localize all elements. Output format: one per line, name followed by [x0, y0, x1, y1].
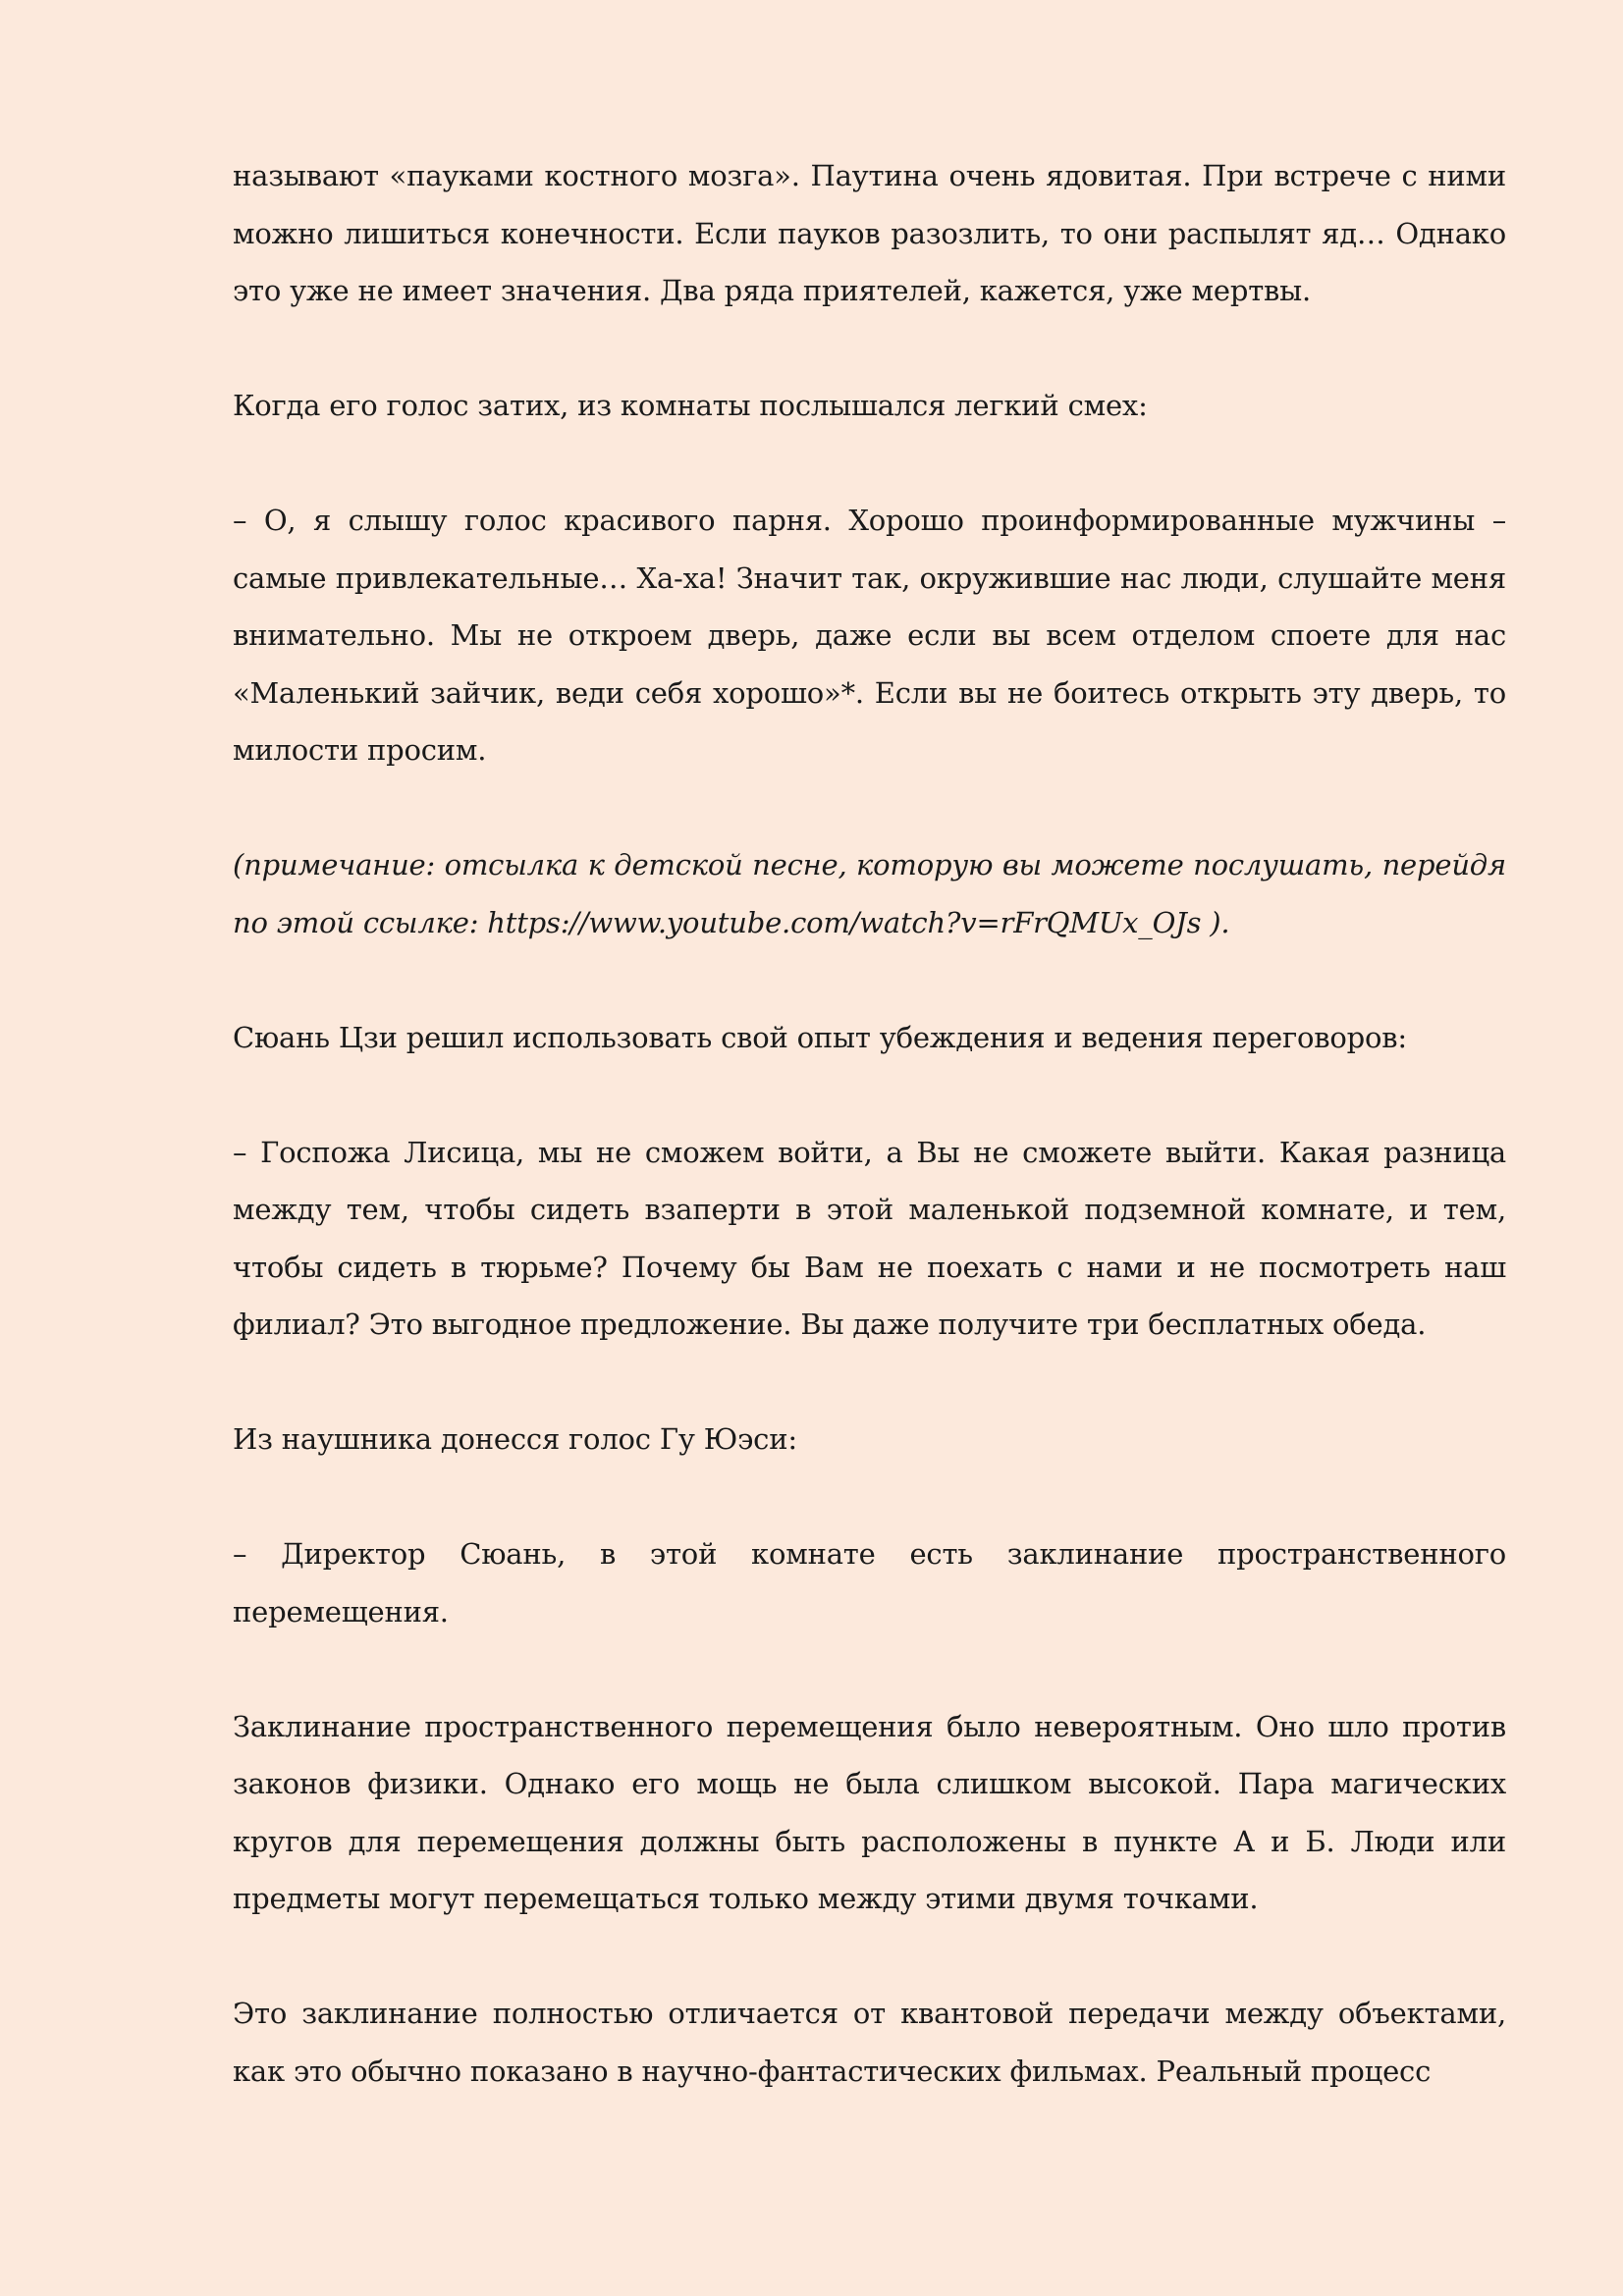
paragraph-9: Заклинание пространственного перемещения было невероятным. Оно шло против законов физики. Однако его мощь не была слишком высокой. Пара магических кругов для перемещения должны быть расположены в пункте А и Б. Люди или предметы могут перемещаться только между этими двумя точками. — [233, 1709, 1506, 1915]
footnote-paragraph: (примечание: отсылка к детской песне, которую вы можете послушать, перейдя по этой ссылке: https://www.youtube.com/watch?v=rFrQMUx_OJs ). — [233, 848, 1506, 939]
paragraph-8: – Директор Сюань, в этой комнате есть заклинание пространственного перемещения. — [233, 1537, 1506, 1629]
document-page — [233, 147, 1506, 2100]
paragraph-6: – Госпожа Лисица, мы не сможем войти, а Вы не сможете выйти. Какая разница между тем, чтобы сидеть взаперти в этой маленькой подземной комнате, и тем, чтобы сидеть в тюрьме? Почему бы Вам не поехать с нами и не посмотреть наш филиал? Это выгодное предложение. Вы даже получите три бесплатных обеда. — [233, 1135, 1506, 1341]
paragraph-10: Это заклинание полностью отличается от квантовой передачи между объектами, как это обычно показано в научно-фантастических фильмах. Реальный процесс — [233, 1997, 1506, 2088]
paragraph-3: – О, я слышу голос красивого парня. Хорошо проинформированные мужчины – самые привлекательные… Ха-ха! Значит так, окружившие нас люди, слушайте меня внимательно. Мы не откроем дверь, даже если вы всем отделом споете для нас «Маленький зайчик, веди себя хорошо»*. Если вы не боитесь открыть эту дверь, то милости просим. — [233, 504, 1506, 767]
paragraph-2: Когда его голос затих, из комнаты послышался легкий смех: — [233, 389, 1148, 422]
paragraph-5: Сюань Цзи решил использовать свой опыт убеждения и ведения переговоров: — [233, 1020, 1407, 1054]
paragraph-1: называют «пауками костного мозга». Паутина очень ядовитая. При встрече с ними можно лишиться конечности. Если пауков разозлить, то они распылят яд… Однако это уже не имеет значения. Два ряда приятелей, кажется, уже мертвы. — [233, 159, 1506, 307]
paragraph-7: Из наушника донесся голос Гу Юэси: — [233, 1422, 797, 1456]
